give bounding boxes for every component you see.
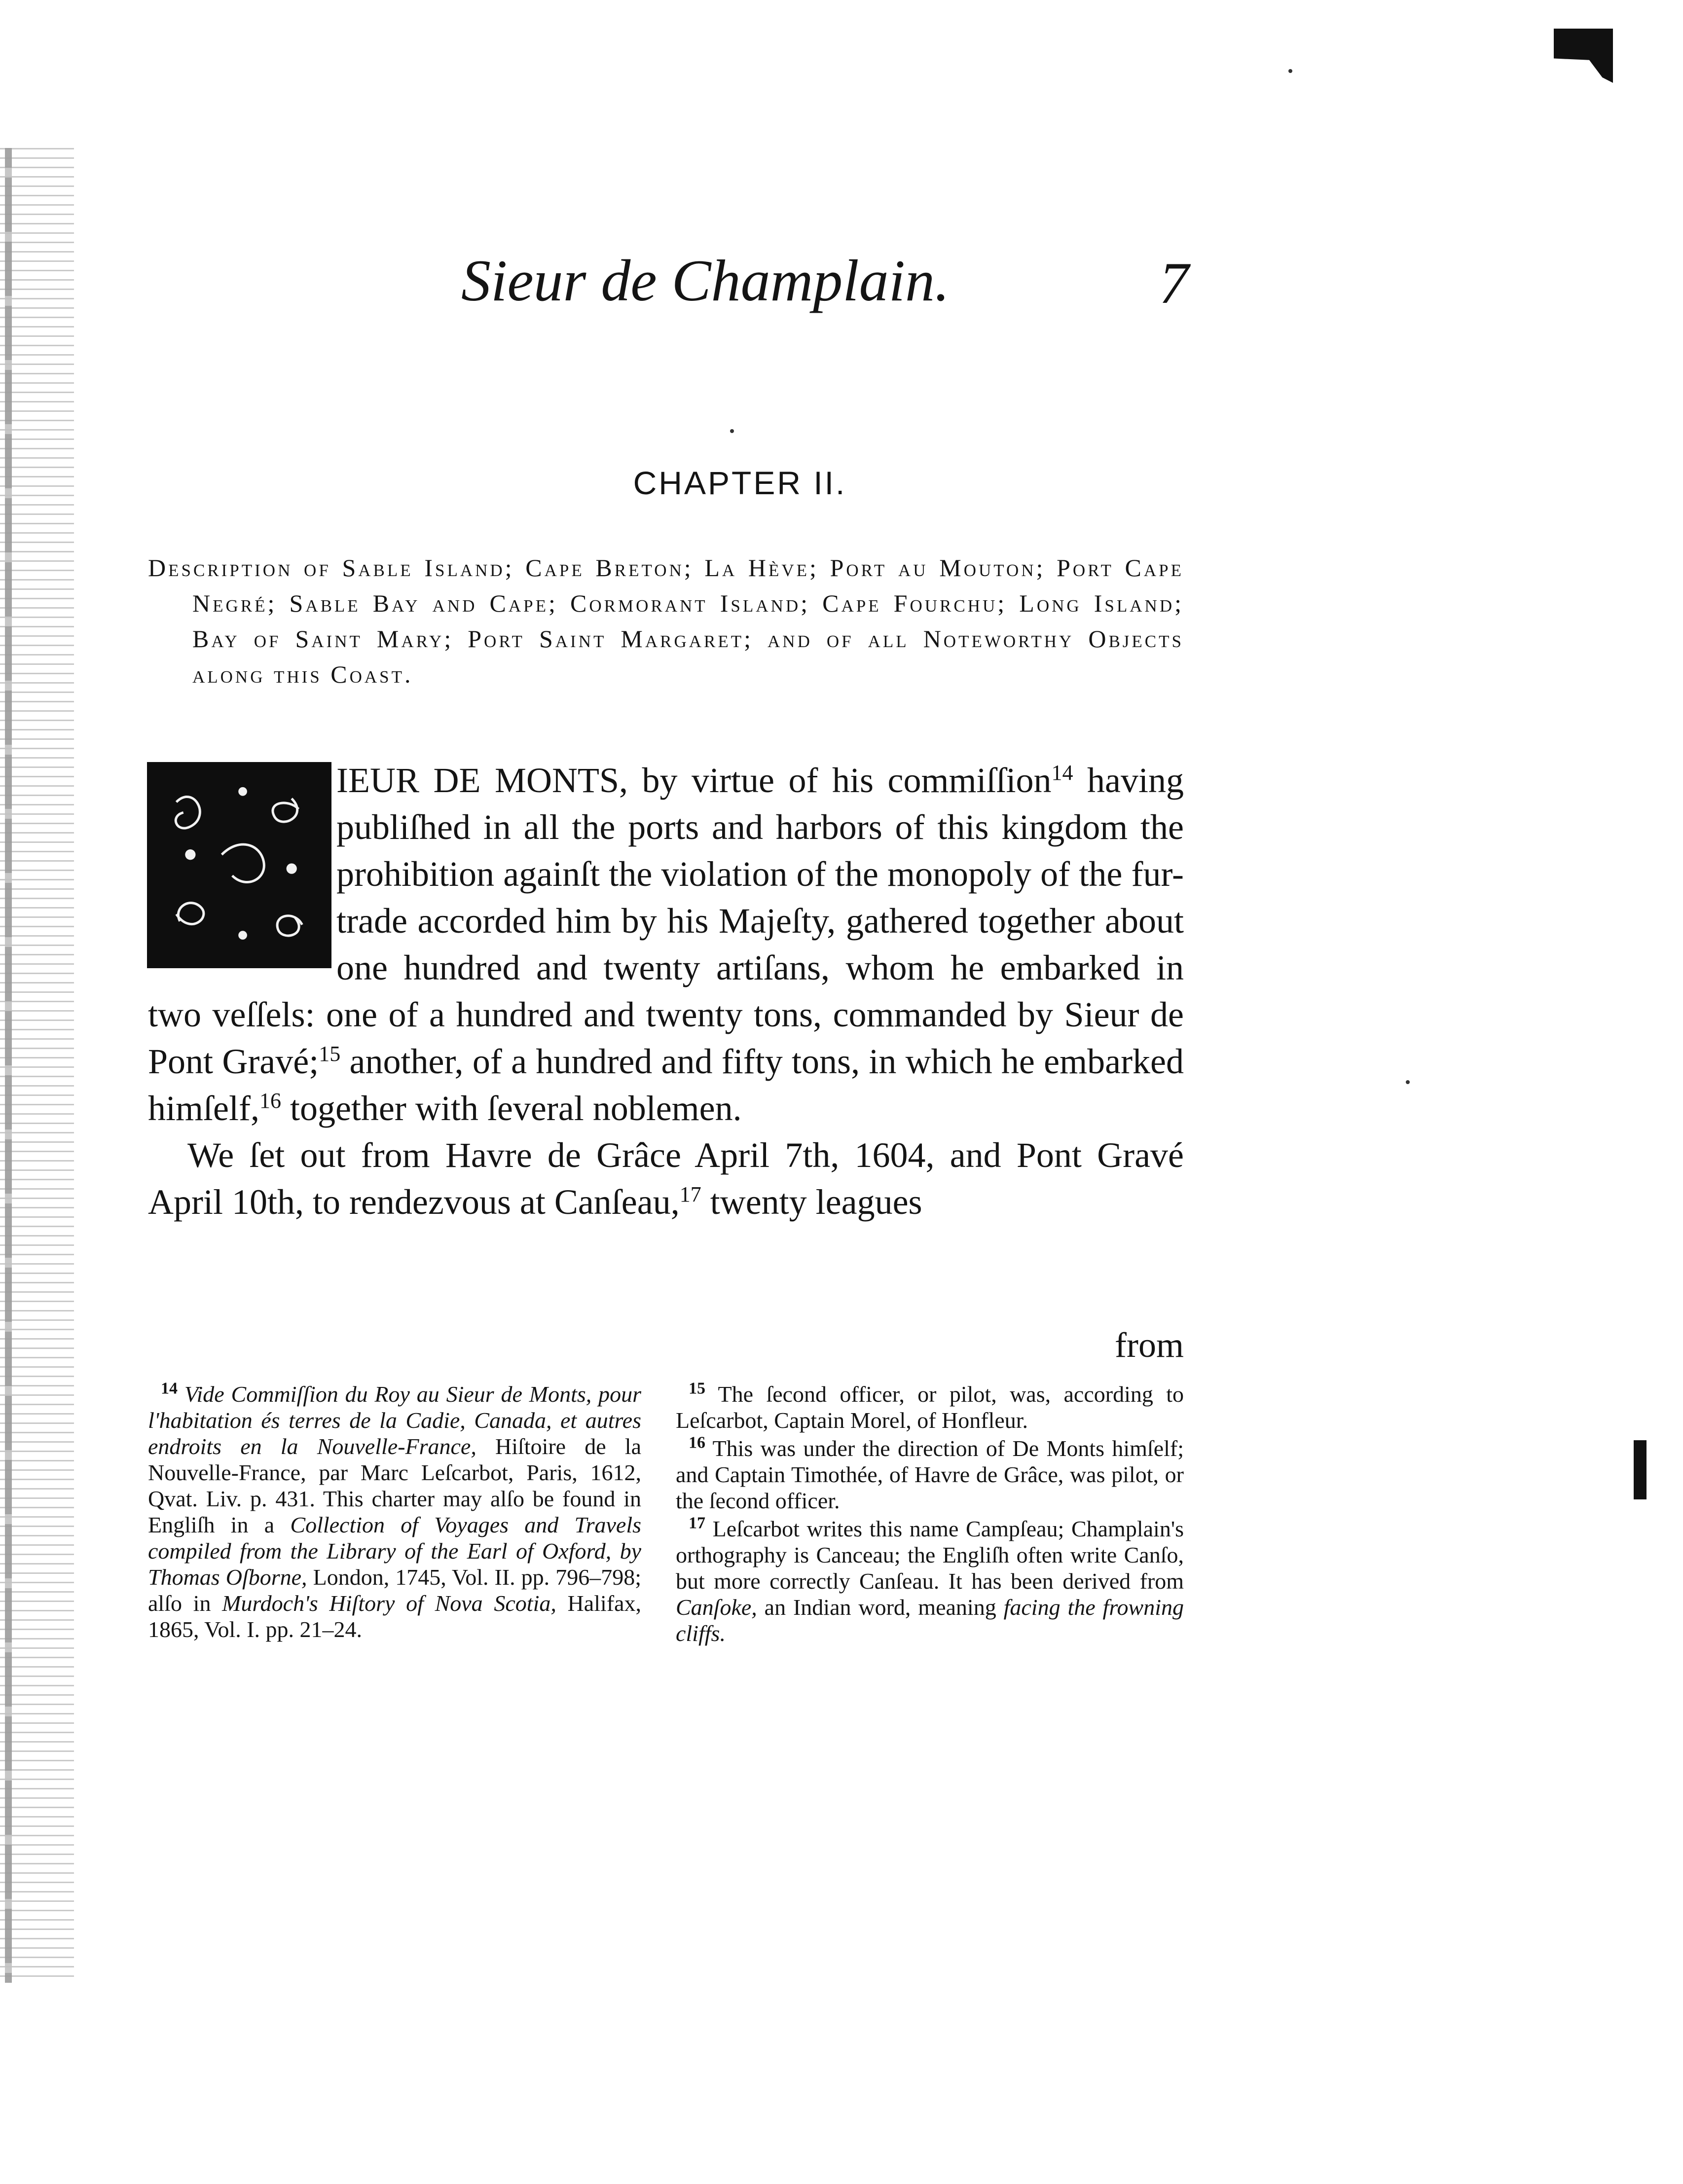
- scan-speck: [1288, 69, 1292, 73]
- page-number: 7: [1159, 250, 1189, 316]
- catchword: from: [1115, 1325, 1184, 1365]
- scan-edge-mark: [1634, 1440, 1646, 1499]
- main-text: [148, 757, 1184, 1226]
- running-title: Sieur de Champlain.: [461, 248, 950, 313]
- footnote-ref-17[interactable]: 17: [679, 1182, 701, 1206]
- scan-speck: [730, 429, 734, 433]
- footnotes-right-column: [676, 1381, 1184, 1648]
- footnote-15: $^{15}$ The ſecond officer, or pilot, was, according to Leſcarbot, Captain Morel, of Honfleur.: [676, 1379, 1184, 1433]
- scanned-page-edge: [0, 148, 74, 1983]
- scan-corner-mark: [1554, 29, 1613, 83]
- footnotes-left-column: [148, 1381, 641, 1644]
- chapter-heading: CHAPTER II.: [633, 465, 847, 501]
- footnote-ref-14[interactable]: 14: [1051, 761, 1073, 785]
- scan-speck: [1406, 1080, 1410, 1084]
- footnote-14: $^{14}$ Vide Commiſſion du Roy au Sieur de Monts, pour l'habitation és terres de la Cadie, Canada, et autres endroits en la Nouvelle-France, Hiſtoire de la Nouvelle-France, par Marc Leſcarbot, Paris, 1612, Qvat. Liv. p. 431. This charter may alſo be found in Engliſh in a Collection of Voyages and Travels compiled from the Library of the Earl of Oxford, by Thomas Oſborne, London, 1745, Vol. II. pp. 796–798; alſo in Murdoch's Hiſtory of Nova Scotia, Halifax, 1865, Vol. I. pp. 21–24.: [148, 1379, 641, 1642]
- footnote-17: $^{17}$ Leſcarbot writes this name Campſeau; Champlain's orthography is Canceau; the Engliſh often write Canſo, but more correctly Canſeau. It has been derived from Canſoke, an Indian word, meaning facing the frowning cliffs.: [676, 1514, 1184, 1646]
- chapter-summary: Description of Sable Island; Cape Breton; La Hève; Port au Mouton; Port Cape Negré; Sable Bay and Cape; Cormorant Island; Cape Fourchu; Long Island; Bay of Saint Mary; Port Saint Margaret; and of all Noteworthy Objects along this Coast.: [148, 554, 1184, 688]
- footnote-ref-16[interactable]: 16: [259, 1089, 281, 1113]
- footnote-ref-15[interactable]: 15: [319, 1042, 341, 1066]
- paragraph-1: IEUR DE MONTS, by virtue of his commiſſion$^{14}$ having publiſhed in all the ports and harbors of this kingdom the prohibition againſt the violation of the monopoly of the fur-trade accorded him by his Majeſty, gathered together about one hundred and twenty artiſans, whom he embarked in two veſſels: one of a hundred and twenty tons, commanded by Sieur de Pont Gravé;$^{15}$ another, of a hundred and fifty tons, in which he embarked himſelf,$^{16}$ together with ſeveral noblemen.: [148, 761, 1184, 1128]
- paragraph-2: We ſet out from Havre de Grâce April 7th, 1604, and Pont Gravé April 10th, to rendezvous at Canſeau,$^{17}$ twenty leagues: [148, 1135, 1184, 1222]
- footnote-16: $^{16}$ This was under the direction of De Monts himſelf; and Captain Timothée, of Havre de Grâce, was pilot, or the ſecond officer.: [676, 1433, 1184, 1513]
